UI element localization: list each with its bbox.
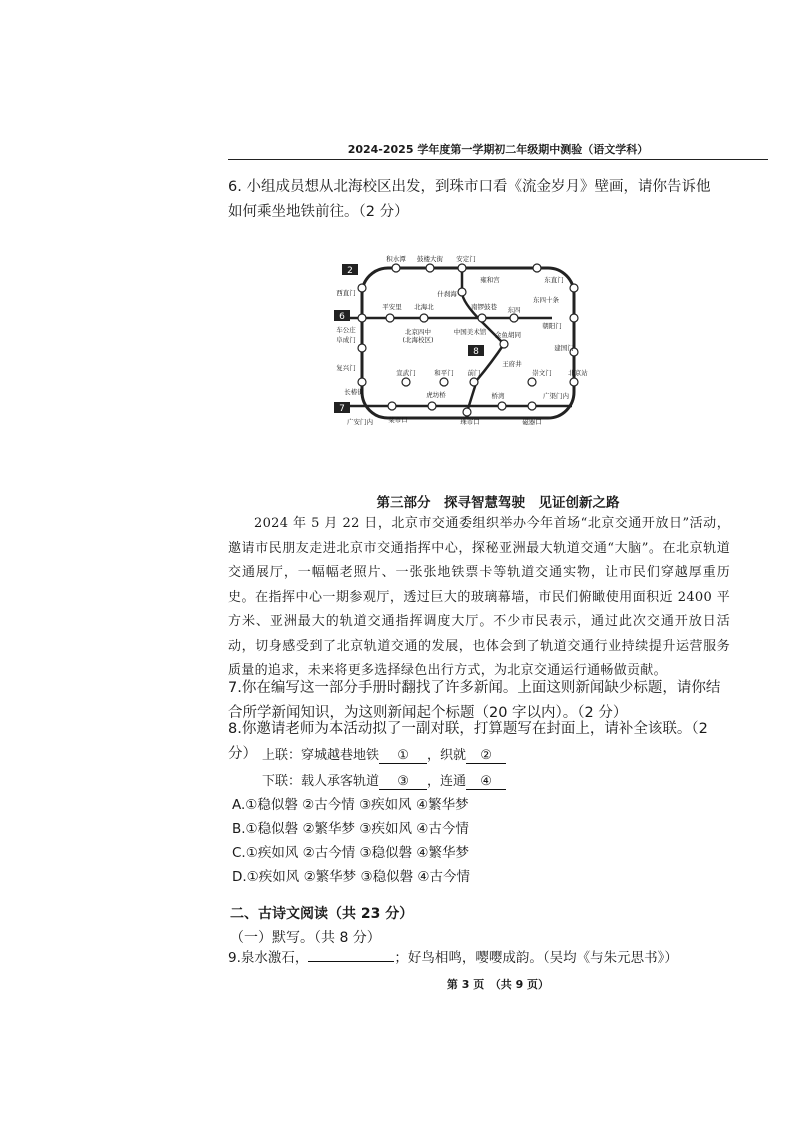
station-label: 东四 — [507, 306, 521, 314]
station-label: 和平门 — [434, 369, 454, 377]
line-8-route — [462, 268, 504, 412]
option-c: C.①疾如风 ②古今情 ③稳似磐 ④繁华梦 — [232, 845, 470, 861]
station-label: 北京四中 — [405, 328, 431, 336]
station-label: 西直门 — [336, 289, 356, 297]
line-2-badge — [342, 264, 358, 276]
couplet-upper-mid: ，织就 — [427, 748, 467, 763]
station-label: 崇文门 — [532, 369, 552, 377]
station-label: 磁器口 — [522, 418, 542, 426]
station-label: 北京站 — [568, 369, 588, 377]
station-label: 广安门内 — [347, 418, 373, 426]
station-marker — [358, 344, 366, 352]
line-8-badge — [468, 345, 484, 357]
station-marker — [386, 314, 394, 322]
couplet-lower-prefix: 下联：载人承客轨道 — [262, 774, 380, 789]
couplet-lower-mid: ，连通 — [427, 774, 467, 789]
station-marker — [470, 378, 478, 386]
station-marker — [570, 284, 578, 292]
line-6-badge-label: 6 — [339, 312, 345, 322]
q9-prefix: 9.泉水激石， — [228, 950, 309, 966]
station-marker — [478, 314, 486, 322]
station-label: 安定门 — [456, 255, 476, 263]
part-2-subtitle: （一）默写。（共 8 分） — [230, 930, 381, 946]
station-marker — [458, 288, 466, 296]
station-label: 鼓楼大街 — [417, 255, 443, 263]
station-label: 桥湾 — [491, 392, 505, 400]
news-article: 2024 年 5 月 22 日，北京市交通委组织举办今年首场“北京交通开放日”活动，邀请市民朋友走进北京市交通指挥中心，探秘亚洲最大轨道交通“大脑”。在北京轨道交通展厅，一幅幅老照片、一张张地铁票卡等轨道交通实物，让市民们穿越厚重历史。在指挥中心一期参观厅，透过巨大的玻璃幕墙，市民们俯瞰使用面积近 2400 平方米、亚洲最大的轨道交通指挥调度大厅。不少市民表示，通过此次交通开放日活动，切身感受到了北京轨道交通的发展，也体会到了轨道交通行业持续提升运营服务质量的追求，未来将更多选择绿色出行方式，为北京交通运行通畅做贡献。 — [228, 516, 730, 678]
station-marker — [428, 402, 436, 410]
question-6: 6. 小组成员想从北海校区出发，到珠市口看《流金岁月》壁画，请你告诉他如何乘坐地铁前往。（2 分） — [228, 179, 711, 220]
q9-answer-blank[interactable] — [308, 961, 394, 962]
section-3-title: 第三部分 探寻智慧驾驶 见证创新之路 — [376, 495, 620, 511]
q9-suffix: ；好鸟相鸣，嘤嘤成韵。（吴均《与朱元思书》） — [394, 950, 678, 966]
option-d: D.①疾如风 ②繁华梦 ③稳似磐 ④古今情 — [232, 869, 470, 885]
station-label: 广渠门内 — [543, 392, 569, 400]
station-label: 虎坊桥 — [426, 391, 446, 399]
station-label: 车公庄 — [336, 326, 356, 334]
couplet-blank-4: ④ — [466, 774, 506, 790]
couplet-blank-1: ① — [379, 748, 427, 764]
station-marker — [440, 378, 448, 386]
station-marker — [570, 378, 578, 386]
station-marker — [458, 264, 466, 272]
page-footer: 第 3 页 （共 9 页） — [446, 978, 550, 991]
station-marker — [358, 314, 366, 322]
station-label: 雍和宫 — [480, 276, 500, 284]
station-label: 平安里 — [382, 303, 402, 311]
station-marker — [498, 402, 506, 410]
station-marker — [570, 314, 578, 322]
station-marker — [500, 340, 508, 348]
couplet-upper-prefix: 上联：穿城越巷地铁 — [262, 748, 380, 763]
station-marker — [463, 408, 471, 416]
station-label: 阜成门 — [336, 336, 356, 344]
station-marker — [533, 264, 541, 272]
station-label: 王府井 — [502, 360, 522, 368]
line-6-badge — [334, 310, 350, 322]
station-label: 建国门 — [554, 344, 574, 352]
station-marker — [388, 402, 396, 410]
station-marker — [426, 264, 434, 272]
station-marker — [528, 402, 536, 410]
couplet-lower — [262, 770, 506, 790]
subway-map — [332, 252, 592, 432]
station-marker — [510, 314, 518, 322]
station-label: 长椿街 — [344, 388, 364, 396]
station-label: (北海校区) — [402, 336, 434, 344]
station-label: 宣武门 — [396, 369, 416, 377]
station-marker — [358, 284, 366, 292]
couplet-blank-3: ③ — [379, 774, 427, 790]
couplet-blank-2: ② — [466, 748, 506, 764]
question-9 — [228, 946, 748, 971]
option-a: A.①稳似磐 ②古今情 ③疾如风 ④繁华梦 — [232, 797, 469, 813]
station-marker — [392, 264, 400, 272]
station-marker — [420, 314, 428, 322]
line-7-badge-label: 7 — [339, 404, 345, 414]
line-8-badge-label: 8 — [473, 347, 479, 357]
station-marker — [358, 378, 366, 386]
line-7-badge — [334, 402, 350, 414]
station-label: 东四十条 — [533, 296, 559, 304]
station-label: 东直门 — [544, 276, 564, 284]
station-marker — [402, 378, 410, 386]
station-label: 积水潭 — [386, 255, 406, 263]
station-label: 金鱼胡同 — [495, 331, 521, 339]
station-label: 南锣鼓巷 — [471, 303, 497, 311]
question-7: 7.你在编写这一部分手册时翻找了许多新闻。上面这则新闻缺少标题，请你结合所学新闻知识，为这则新闻起个标题（20 字以内）。（2 分） — [228, 680, 721, 721]
page-header: 2024-2025 学年度第一学期初二年级期中测验（语文学科） — [228, 141, 768, 160]
station-label: 北海北 — [414, 303, 434, 311]
station-label: 菜市口 — [388, 416, 408, 424]
station-label: 复兴门 — [336, 364, 356, 372]
part-2-title: 二、古诗文阅读（共 23 分） — [230, 906, 414, 922]
station-marker — [528, 378, 536, 386]
option-b: B.①稳似磐 ②繁华梦 ③疾如风 ④古今情 — [232, 821, 469, 837]
couplet-upper — [262, 744, 506, 764]
station-label: 前门 — [467, 369, 481, 377]
station-label: 朝阳门 — [542, 322, 562, 330]
station-label: 什刹海 — [437, 290, 457, 298]
question-8: 8.你邀请老师为本活动拟了一副对联，打算题写在封面上，请补全该联。（2 分） — [228, 721, 708, 762]
station-label: 中国美术馆 — [453, 328, 487, 336]
line-2-badge-label: 2 — [347, 266, 353, 276]
station-label: 珠市口 — [460, 418, 480, 426]
